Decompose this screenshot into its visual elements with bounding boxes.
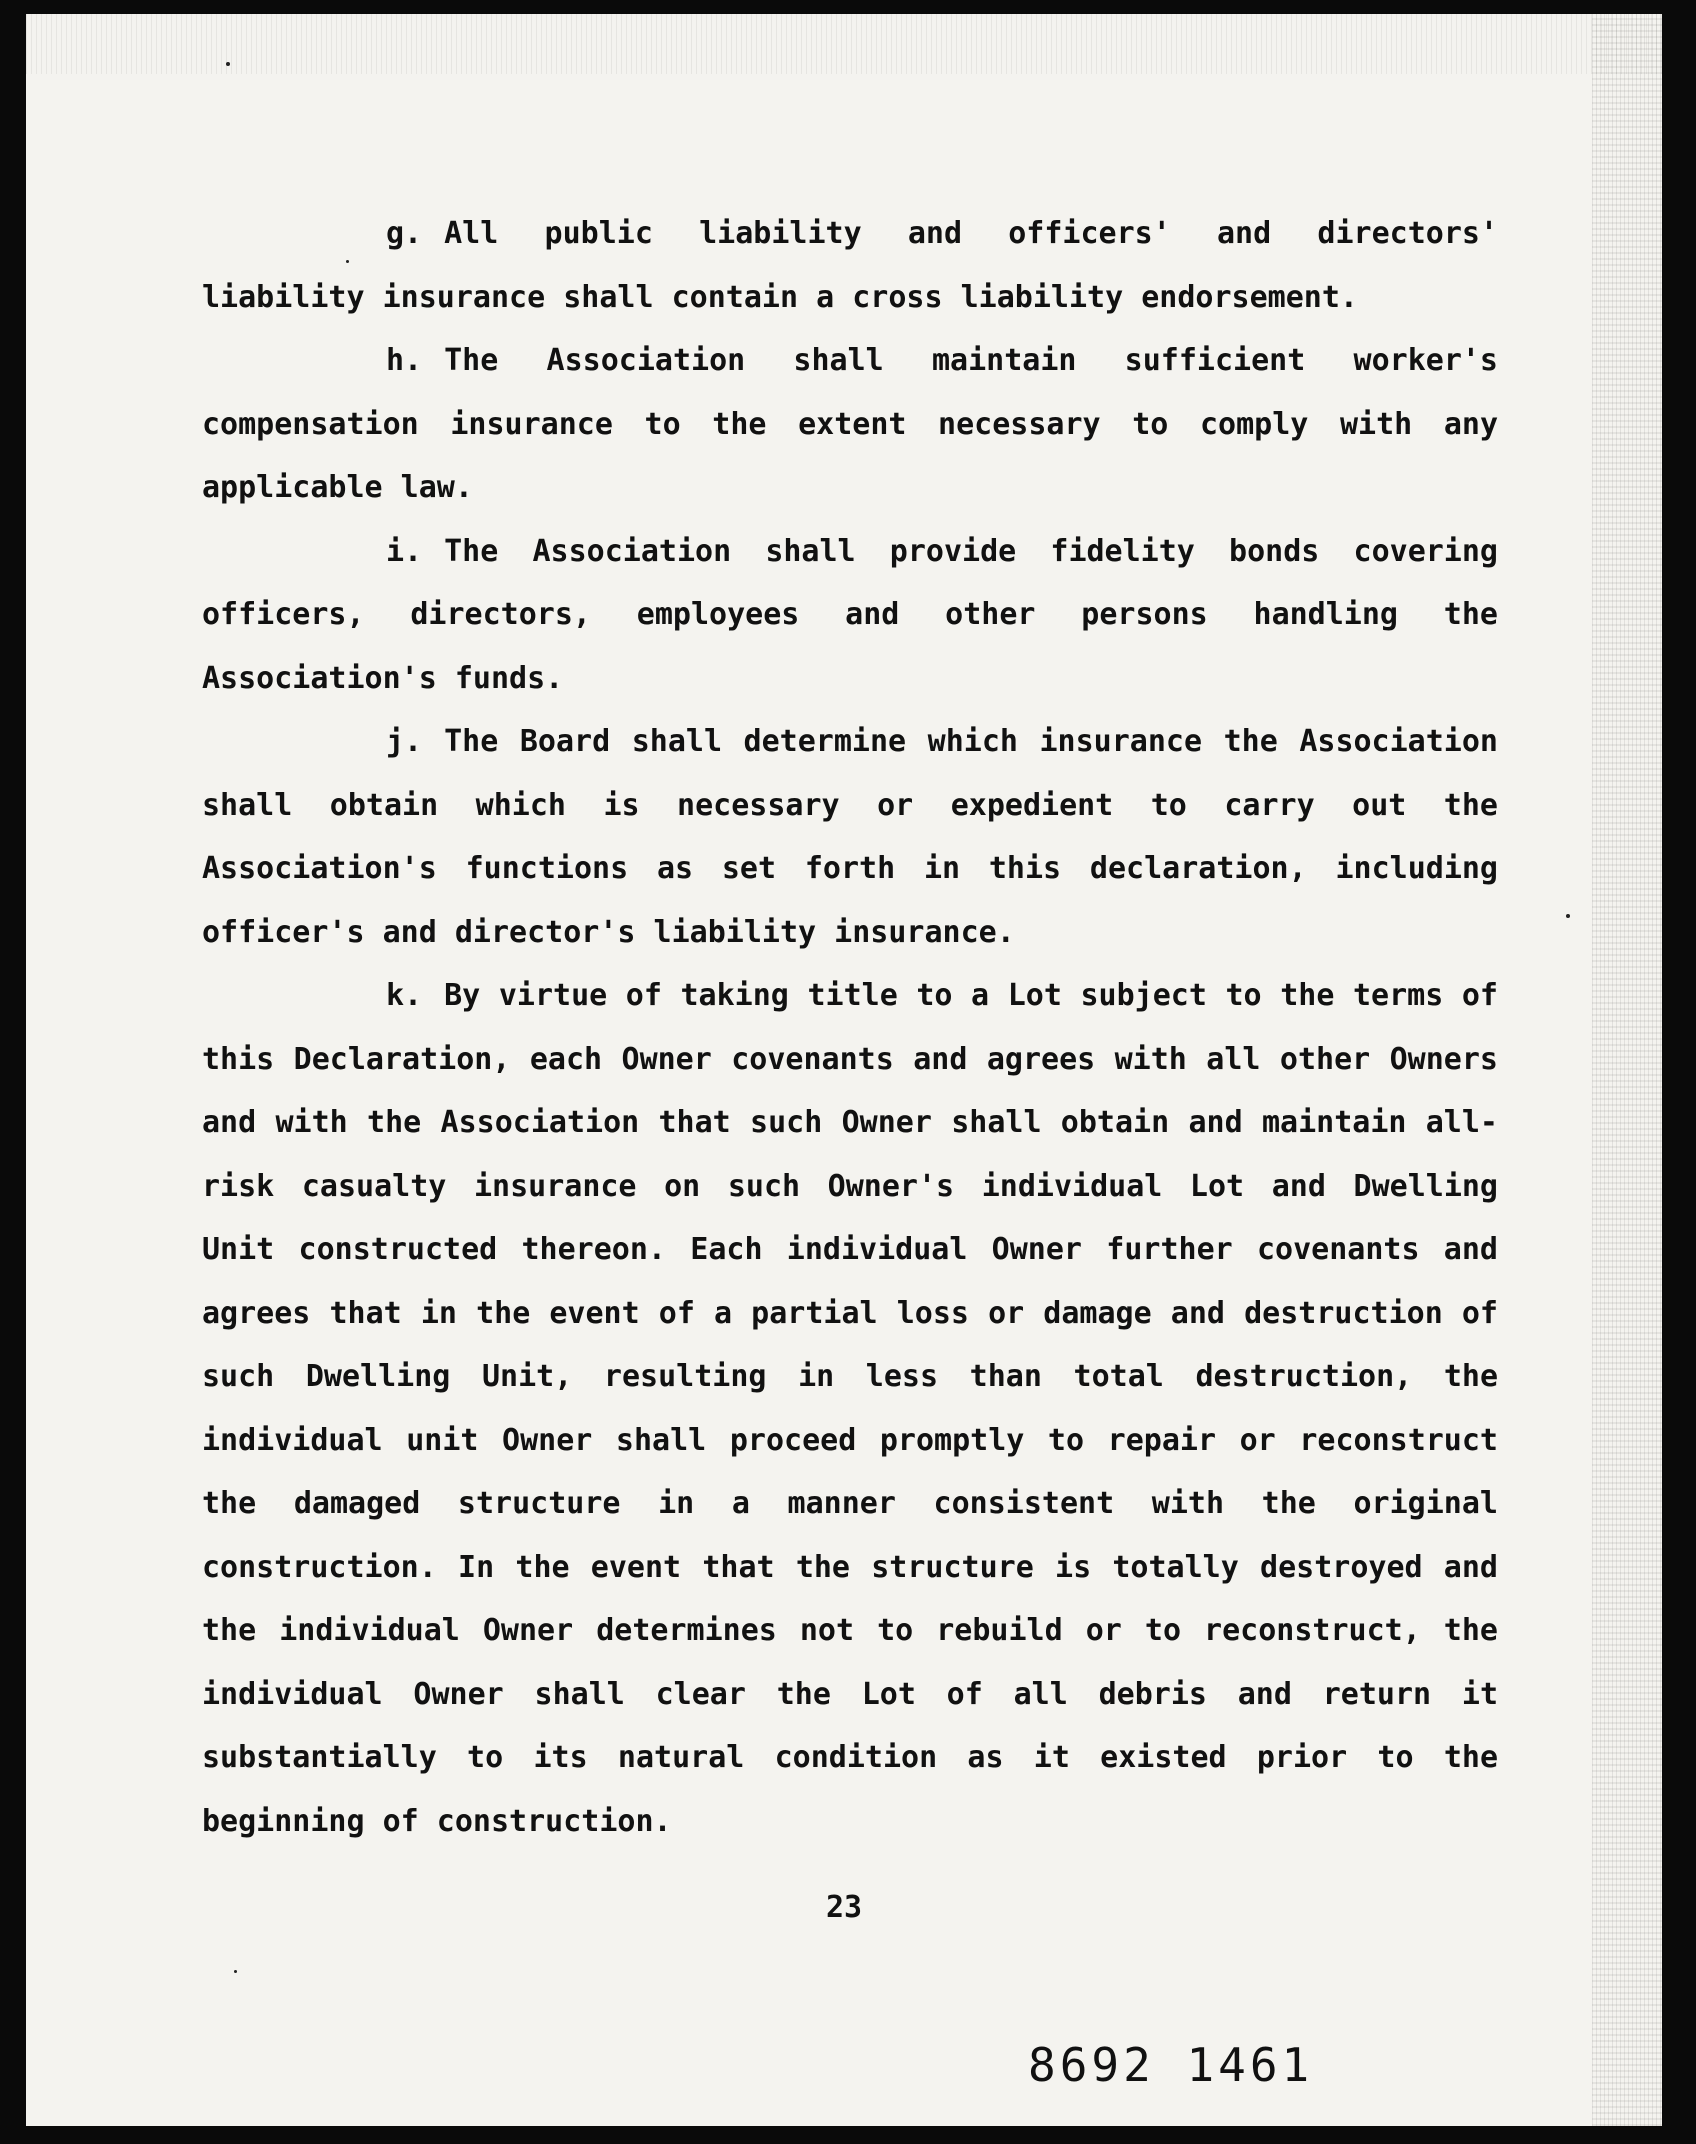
paragraph-letter: i.	[386, 533, 423, 569]
paragraph-text: All public liability and officers' and directors' liability insurance shall contain a cross liability endorsement.	[202, 216, 1498, 315]
recording-number: 8692 1461	[1028, 2038, 1314, 2092]
page-number: 23	[825, 1890, 863, 1925]
paragraph-j	[202, 710, 1498, 964]
paragraph-text: By virtue of taking title to a Lot subject to the terms of this Declaration, each Owner covenants and agrees with all other Owners and with the Association that such Owner shall obtain and maintain all-risk casualty insurance on such Owner's individual Lot and Dwelling Unit constructed thereon. Each individual Owner further covenants and agrees that in the event of a partial loss or damage and destruction of such Dwelling Unit, resulting in less than total destruction, the individual unit Owner shall proceed promptly to repair or reconstruct the damaged structure in a manner consistent with the original construction. In the event that the structure is totally destroyed and the individual Owner determines not to rebuild or to reconstruct, the individual Owner shall clear the Lot of all debris and return it substantially to its natural condition as it existed prior to the beginning of construction.	[202, 978, 1498, 1839]
scan-speck	[234, 1970, 237, 1973]
paragraph-text: The Board shall determine which insurance the Association shall obtain which is necessary or expedient to carry out the Association's functions as set forth in this declaration, including officer's and director's liability insurance.	[202, 724, 1498, 950]
paragraph-i	[202, 520, 1498, 711]
paragraph-letter: k.	[386, 978, 423, 1013]
paragraph-k	[202, 964, 1498, 1853]
scan-speck	[346, 260, 349, 263]
scan-speck	[226, 62, 230, 66]
document-page	[26, 14, 1662, 2126]
paragraph-letter: j.	[386, 724, 423, 759]
scan-speck	[1566, 914, 1570, 918]
document-body	[202, 202, 1498, 1853]
paragraph-text: The Association shall maintain sufficient worker's compensation insurance to the extent necessary to comply with any applicable law.	[202, 343, 1498, 505]
scan-noise-right	[1592, 14, 1662, 2126]
scan-noise-top	[26, 14, 1662, 74]
paragraph-text: The Association shall provide fidelity bonds covering officers, directors, employees and other persons handling the Association's funds.	[202, 533, 1498, 696]
paragraph-g	[202, 202, 1498, 329]
paragraph-letter: h.	[386, 343, 423, 378]
paragraph-h	[202, 329, 1498, 520]
paragraph-letter: g.	[386, 216, 423, 251]
